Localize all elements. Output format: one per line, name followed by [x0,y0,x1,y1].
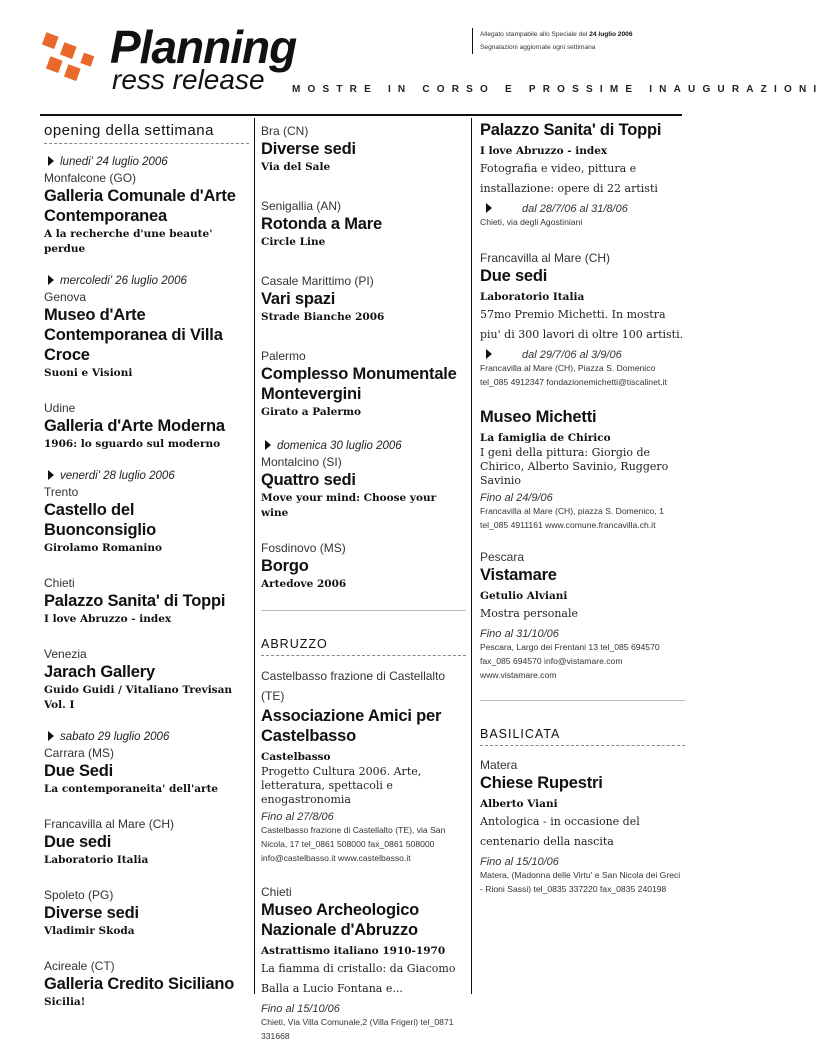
event-description: Fotografia e video, pittura e installazione: opere di 22 artisti [480,162,658,195]
event-entry [261,666,466,865]
separator [480,700,685,701]
date-heading: mercoledi' 26 luglio 2006 [44,275,249,287]
event-venue: Galleria Credito Siciliano [44,975,235,993]
event-show: La famiglia de Chirico [480,432,611,444]
event-entry [44,888,249,939]
event-entry [480,251,685,389]
event-city: Palermo [261,349,306,363]
event-venue: Diverse sedi [44,904,139,922]
event-show: Astrattismo italiano 1910-1970 [261,945,446,957]
event-city: Spoleto (PG) [44,888,114,902]
event-venue: Vistamare [480,566,557,584]
event-show: Guido Guidi / Vitaliano Trevisan Vol. I [44,684,233,711]
event-entry [44,290,249,381]
event-address: Matera, (Madonna delle Virtu' e San Nicola dei Greci - Rioni Sassi) tel_0835 337220 fax_0835 240198 [480,870,681,894]
event-show: Girolamo Romanino [44,542,162,554]
event-show: Circle Line [261,236,326,248]
event-venue: Museo Michetti [480,408,597,426]
column-divider-1 [254,118,255,994]
header-rule [40,114,682,116]
event-venue: Diverse sedi [261,140,356,158]
event-venue: Palazzo Sanita' di Toppi [480,121,662,139]
event-show: Getulio Alviani [480,590,568,602]
event-venue: Castello del Buonconsiglio [44,501,156,539]
event-entry [480,550,685,682]
triangle-icon [48,470,54,480]
event-entry [261,885,466,1043]
event-entry [44,959,249,1010]
event-entry [261,455,466,521]
event-until: Fino al 15/10/06 [261,1003,340,1015]
logo-square-3 [46,56,63,73]
event-show: La contemporaneita' dell'arte [44,783,219,795]
column-regions [480,118,685,896]
event-address: Francavilla al Mare (CH), Piazza S. Domenico tel_085 4912347 fondazionemichetti@tiscalinet.it [480,363,667,387]
event-venue: Associazione Amici per Castelbasso [261,707,442,745]
event-city: Trento [44,485,79,499]
event-until: Fino al 24/9/06 [480,492,553,504]
triangle-icon [48,275,54,285]
event-city: Bra (CN) [261,124,309,138]
event-venue: Galleria d'Arte Moderna [44,417,225,435]
event-venue: Quattro sedi [261,471,356,489]
event-address: Chieti, via degli Agostiniani [480,217,583,227]
event-venue: Galleria Comunale d'Arte Contemporanea [44,187,236,225]
event-show: Via del Sale [261,161,331,173]
event-venue: Vari spazi [261,290,336,308]
logo-square-1 [42,32,59,49]
event-address: Pescara, Largo dei Frentani 13 tel_085 694570 fax_085 694570 info@vistamare.com www.vistamare.com [480,642,660,680]
event-city: Chieti [44,576,75,590]
date-heading: domenica 30 luglio 2006 [261,440,466,452]
event-show: Vladimir Skoda [44,925,135,937]
dashed-rule [44,143,249,144]
date-heading: lunedi' 24 luglio 2006 [44,156,249,168]
dashed-rule [480,745,685,746]
logo-square-2 [60,42,77,59]
event-entry [44,485,249,556]
event-venue: Museo d'Arte Contemporanea di Villa Croce [44,306,223,364]
event-venue: Chiese Rupestri [480,774,603,792]
event-city: Casale Marittimo (PI) [261,274,374,288]
event-entry [261,541,466,592]
event-address: Castelbasso frazione di Castellalto (TE), via San Nicola, 17 tel_0861 508000 fax_0861 508000 info@castelbasso.it www.castelbasso.it [261,825,446,863]
event-until: Fino al 15/10/06 [480,856,559,868]
event-venue: Palazzo Sanita' di Toppi [44,592,226,610]
event-description: Antologica - in occasione del centenario della nascita [480,815,640,848]
event-entry [261,124,466,175]
header-note: Allegato stampabile allo Speciale del 24 luglio 2006 Segnalazioni aggiornate ogni settimana [472,28,632,54]
event-entry [44,647,249,713]
event-show: 1906: lo sguardo sul moderno [44,438,221,450]
event-entry [44,171,249,257]
event-venue: Borgo [261,557,309,575]
date-heading: sabato 29 luglio 2006 [44,731,249,743]
event-description: I geni della pittura: Giorgio de Chirico, Alberto Savinio, Ruggero Savinio [480,446,669,487]
event-venue: Complesso Monumentale Montevergini [261,365,457,403]
tagline: MOSTRE IN CORSO E PROSSIME INAUGURAZIONI [292,84,823,95]
event-entry [261,199,466,250]
event-city: Monfalcone (GO) [44,171,137,185]
event-venue: Due sedi [44,833,112,851]
logo-square-5 [80,53,94,67]
event-entry [261,349,466,420]
event-entry [44,576,249,627]
column-middle [261,118,466,1043]
event-show: I love Abruzzo - index [44,613,172,625]
separator [261,610,466,611]
event-city: Pescara [480,550,525,564]
event-show: Girato a Palermo [261,406,361,418]
event-show: I love Abruzzo - index [480,145,608,157]
triangle-icon [265,440,271,450]
event-entry [480,407,685,532]
event-range: dal 28/7/06 al 31/8/06 [480,203,685,215]
event-venue: Museo Archeologico Nazionale d'Abruzzo [261,901,420,939]
event-entry [480,120,685,229]
event-description: Mostra personale [480,607,579,620]
event-entry [480,758,685,896]
event-city: Venezia [44,647,87,661]
event-show: Suoni e Visioni [44,367,133,379]
event-venue: Rotonda a Mare [261,215,382,233]
brand-title: Planning [110,21,297,73]
event-entry [261,274,466,325]
event-show: Castelbasso [261,751,331,763]
triangle-icon [486,349,492,359]
region-heading: BASILICATA [480,727,561,741]
logo-square-4 [64,64,81,81]
event-show: Move your mind: Choose your wine [261,492,437,519]
event-city: Chieti [261,885,292,899]
event-city: Matera [480,758,518,772]
region-heading: ABRUZZO [261,637,328,651]
event-city: Francavilla al Mare (CH) [480,251,611,265]
triangle-icon [48,156,54,166]
event-entry [44,817,249,868]
event-city: Acireale (CT) [44,959,115,973]
event-city: Carrara (MS) [44,746,115,760]
column-opening [44,118,249,1010]
event-venue: Due Sedi [44,762,114,780]
event-show: Alberto Viani [480,798,558,810]
event-city: Senigallia (AN) [261,199,342,213]
section-heading: opening della settimana [44,122,214,139]
event-venue: Due sedi [480,267,548,285]
event-until: Fino al 27/8/06 [261,811,334,823]
event-description: Progetto Cultura 2006. Arte, letteratura, spettacoli e enogastronomia [261,765,422,806]
date-heading: venerdi' 28 luglio 2006 [44,470,249,482]
triangle-icon [486,203,492,213]
event-city: Castelbasso frazione di Castellalto (TE) [261,669,446,703]
dashed-rule [261,655,466,656]
event-description: La fiamma di cristallo: da Giacomo Balla a Lucio Fontana e... [261,962,456,995]
event-entry [44,746,249,797]
event-show: Artedove 2006 [261,578,347,590]
event-city: Genova [44,290,87,304]
event-description: 57mo Premio Michetti. In mostra piu' di 300 lavori di oltre 100 artisti. [480,308,684,341]
event-show: Laboratorio Italia [44,854,149,866]
event-venue: Jarach Gallery [44,663,155,681]
brand-subtitle: ress release [112,64,265,95]
event-entry [44,401,249,452]
event-show: A la recherche d'une beaute' perdue [44,228,213,255]
event-show: Laboratorio Italia [480,291,585,303]
column-divider-2 [471,118,472,994]
event-city: Udine [44,401,76,415]
event-show: Strade Bianche 2006 [261,311,385,323]
event-until: Fino al 31/10/06 [480,628,559,640]
event-city: Francavilla al Mare (CH) [44,817,175,831]
triangle-icon [48,731,54,741]
event-city: Montalcino (SI) [261,455,342,469]
event-range: dal 29/7/06 al 3/9/06 [480,349,685,361]
event-city: Fosdinovo (MS) [261,541,346,555]
event-address: Francavilla al Mare (CH), piazza S. Domenico, 1 tel_085 4911161 www.comune.francavilla.ch.it [480,506,664,530]
event-show: Sicilia! [44,996,86,1008]
event-address: Chieti, Via Villa Comunale,2 (Villa Frigeri) tel_0871 331668 [261,1017,454,1041]
